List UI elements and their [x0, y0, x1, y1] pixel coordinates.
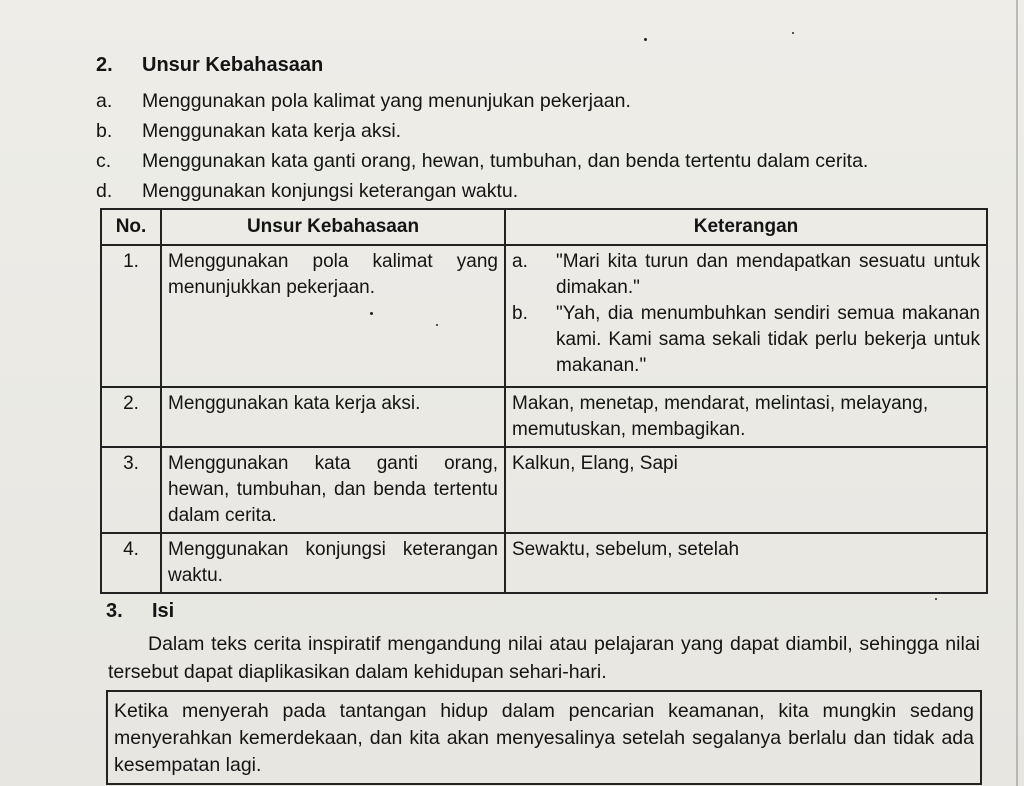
header-unsur: Unsur Kebahasaan	[161, 209, 505, 245]
row-keterangan: Sewaktu, sebelum, setelah	[505, 533, 987, 593]
row-number: 2.	[101, 387, 161, 447]
row-unsur: Menggunakan pola kalimat yang menunjukkan pekerjaan.	[161, 245, 505, 387]
header-no: No.	[101, 209, 161, 245]
table-header-row	[101, 209, 987, 245]
list-marker: b.	[96, 120, 113, 142]
page-edge-line	[1016, 0, 1018, 786]
list-item	[96, 116, 868, 146]
list-text: Menggunakan kata kerja aksi.	[142, 120, 402, 142]
keterangan-item	[512, 301, 980, 379]
keterangan-label: b.	[512, 303, 528, 324]
table-row	[101, 387, 987, 447]
list-text: Menggunakan pola kalimat yang menunjukan pekerjaan.	[142, 90, 631, 112]
inspirational-quote-box: Ketika menyerah pada tantangan hidup dalam pencarian keamanan, kita mungkin sedang menyerahkan kemerdekaan, dan kita akan menyesalinya setelah segalanya berlalu dan tidak ada kesempatan lagi.	[106, 690, 982, 785]
row-unsur: Menggunakan konjungsi keterangan waktu.	[161, 533, 505, 593]
table-row	[101, 447, 987, 533]
list-item	[96, 86, 868, 116]
section2-title: Unsur Kebahasaan	[142, 54, 324, 76]
table-row	[101, 533, 987, 593]
row-keterangan: Kalkun, Elang, Sapi	[505, 447, 987, 533]
keterangan-label: a.	[512, 251, 528, 272]
row-unsur: Menggunakan kata ganti orang, hewan, tumbuhan, dan benda tertentu dalam cerita.	[161, 447, 505, 533]
section2-heading	[96, 54, 323, 77]
keterangan-text: "Yah, dia menumbuhkan sendiri semua makanan kami. Kami sama sekali tidak perlu bekerja untuk makanan."	[556, 303, 980, 376]
header-keterangan: Keterangan	[505, 209, 987, 245]
keterangan-item	[512, 249, 980, 301]
list-marker: a.	[96, 90, 113, 112]
section2-number: 2.	[96, 54, 113, 76]
list-item	[96, 146, 868, 176]
section2-list	[96, 86, 868, 206]
row-number: 1.	[101, 245, 161, 387]
speck	[935, 598, 937, 600]
row-number: 4.	[101, 533, 161, 593]
list-text: Menggunakan konjungsi keterangan waktu.	[142, 180, 519, 202]
list-text: Menggunakan kata ganti orang, hewan, tumbuhan, dan benda tertentu dalam cerita.	[142, 150, 869, 172]
unsur-kebahasaan-table	[100, 208, 988, 594]
table-row	[101, 245, 987, 387]
isi-paragraph: Dalam teks cerita inspiratif mengandung nilai atau pelajaran yang dapat diambil, sehingga nilai tersebut dapat diaplikasikan dalam kehidupan sehari-hari.	[108, 633, 980, 683]
list-marker: c.	[96, 150, 112, 172]
speck	[644, 38, 647, 41]
section3-title: Isi	[152, 600, 175, 622]
list-marker: d.	[96, 180, 113, 202]
section3-heading	[106, 600, 174, 623]
row-keterangan: Makan, menetap, mendarat, melintasi, melayang, memutuskan, membagikan.	[505, 387, 987, 447]
keterangan-text: "Mari kita turun dan mendapatkan sesuatu untuk dimakan."	[556, 251, 980, 298]
section3-number: 3.	[106, 600, 123, 622]
row-keterangan	[505, 245, 987, 387]
list-item	[96, 176, 868, 206]
row-unsur: Menggunakan kata kerja aksi.	[161, 387, 505, 447]
speck	[792, 32, 794, 34]
row-number: 3.	[101, 447, 161, 533]
